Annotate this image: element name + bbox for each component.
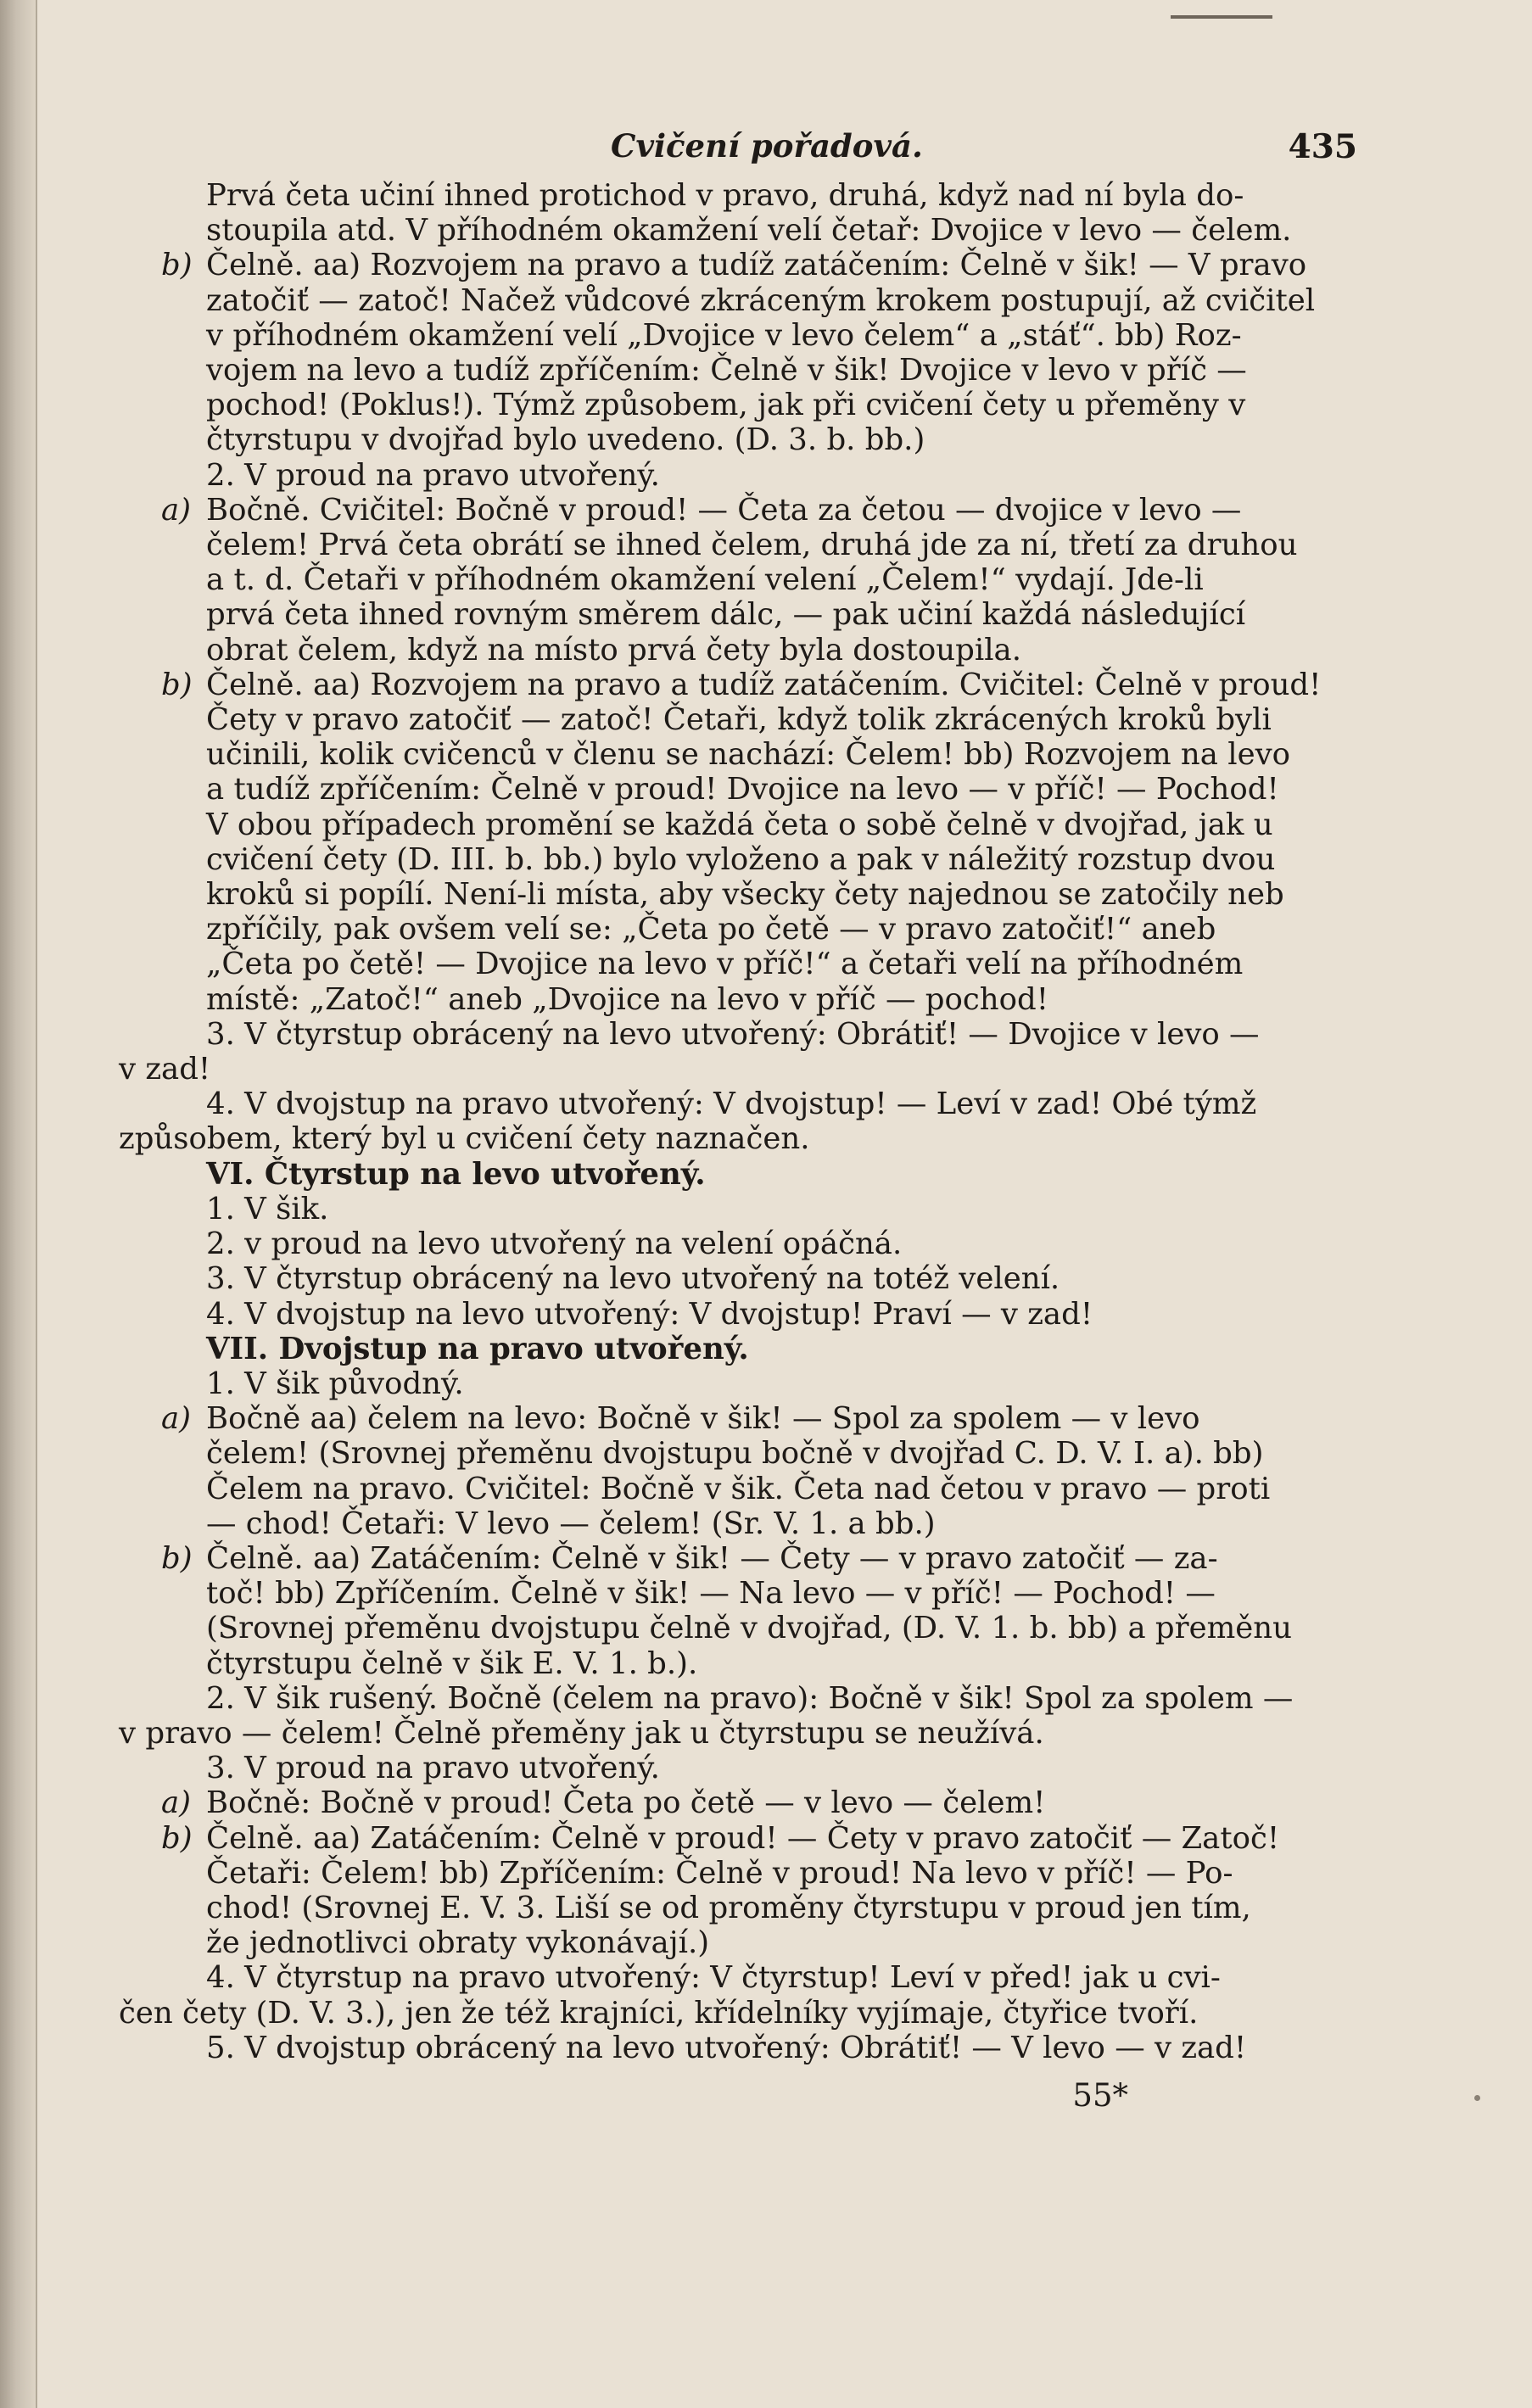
text-line (119, 1611, 1357, 1645)
list-marker: a) (161, 1785, 192, 1821)
text-line (119, 912, 1357, 947)
text-line (119, 877, 1357, 912)
text-line (119, 1052, 1357, 1087)
text-line (119, 1716, 1357, 1751)
line-text: zpříčily, pak ovšem velí se: „Četa po četě — v pravo zatočiť!“ aneb (206, 912, 1216, 947)
text-line (119, 388, 1357, 422)
text-line (119, 213, 1357, 248)
text-line (119, 1192, 1357, 1226)
line-text: a t. d. Četaři v příhodném okamžení velení „Čelem!“ vydají. Jde-li (206, 562, 1204, 598)
line-text: 2. V šik rušený. Bočně (čelem na pravo): Bočně v šik! Spol za spolem — (206, 1680, 1294, 1716)
line-text: Čelně. aa) Rozvojem na pravo a tudíž zatáčením. Cvičitel: Čelně v proud! (206, 667, 1322, 702)
line-text: 4. V dvojstup na levo utvořený: V dvojstup! Praví — v zad! (206, 1296, 1093, 1332)
line-text: Bočně: Bočně v proud! Četa po četě — v levo — čelem! (206, 1785, 1046, 1821)
line-text: učinili, kolik cvičenců v členu se nachází: Čelem! bb) Rozvojem na levo (206, 737, 1291, 773)
text-line (119, 1436, 1357, 1471)
line-text: cvičení čety (D. III. b. bb.) bylo vyloženo a pak v náležitý rozstup dvou (206, 841, 1276, 877)
line-text: 5. V dvojstup obrácený na levo utvořený: Obrátiť! — V levo — v zad! (206, 2030, 1247, 2065)
text-line (119, 1121, 1357, 1156)
line-text: Prvá četa učiní ihned protichod v pravo, druhá, když nad ní byla do- (206, 178, 1244, 213)
line-text: čelem! Prvá četa obrátí se ihned čelem, druhá jde za ní, třetí za druhou (206, 528, 1298, 563)
line-text: „Četa po četě! — Dvojice na levo v příč!“ a četaři velí na příhodném (206, 947, 1244, 982)
line-text: Čety v pravo zatočiť — zatoč! Četaři, když tolik zkrácených kroků byli (206, 702, 1272, 738)
line-text: V obou případech promění se každá četa o sobě čelně v dvojřad, jak u (206, 807, 1273, 842)
text-line (119, 702, 1357, 737)
line-text: místě: „Zatoč!“ aneb „Dvojice na levo v příč — pochod! (206, 981, 1048, 1017)
text-line (119, 1472, 1357, 1506)
line-text: 1. V šik původný. (206, 1366, 464, 1401)
text-line (119, 737, 1357, 772)
line-text: Bočně. Cvičitel: Bočně v proud! — Četa za četou — dvojice v levo — (206, 492, 1242, 528)
book-page (119, 110, 1357, 2116)
line-text: v příhodném okamžení velí „Dvojice v levo čelem“ a „stáť“. bb) Roz- (206, 317, 1242, 353)
page-header (119, 110, 1357, 178)
line-text: stoupila atd. V příhodném okamžení velí četař: Dvojice v levo — čelem. (206, 213, 1292, 249)
line-text: Bočně aa) čelem na levo: Bočně v šik! — Spol za spolem — v levo (206, 1401, 1200, 1437)
text-line (119, 633, 1357, 668)
text-line (119, 1891, 1357, 1925)
line-text: VI. Čtyrstup na levo utvořený. (206, 1156, 706, 1192)
line-text: zatočiť — zatoč! Načež vůdcové zkráceným krokem postupují, až cvičitel (206, 282, 1316, 318)
text-line (119, 1646, 1357, 1681)
line-text: Čelně. aa) Zatáčením: Čelně v proud! — Čety v pravo zatočiť — Zatoč! (206, 1820, 1280, 1856)
line-text: v zad! (119, 1052, 211, 1087)
text-line (119, 1821, 1357, 1856)
line-text: Četaři: Čelem! bb) Zpříčením: Čelně v proud! Na levo v příč! — Po- (206, 1855, 1233, 1891)
text-line (119, 1785, 1357, 1820)
list-marker: b) (161, 1540, 193, 1576)
text-line (119, 562, 1357, 597)
text-line (119, 1996, 1357, 2031)
text-line (119, 353, 1357, 388)
line-text: a tudíž zpříčením: Čelně v proud! Dvojice na levo — v příč! — Pochod! (206, 772, 1279, 807)
list-marker: b) (161, 667, 193, 702)
line-text: 2. v proud na levo utvořený na velení opáčná. (206, 1226, 903, 1262)
text-line (119, 178, 1357, 213)
gutter-line (36, 0, 37, 2408)
text-line (119, 1087, 1357, 1121)
text-line (119, 1366, 1357, 1401)
text-line (119, 807, 1357, 842)
text-line (119, 1960, 1357, 1995)
line-text: toč! bb) Zpříčením. Čelně v šik! — Na levo — v příč! — Pochod! — (206, 1576, 1216, 1612)
text-line (119, 947, 1357, 981)
line-text: — chod! Četaři: V levo — čelem! (Sr. V. 1. a bb.) (206, 1506, 936, 1541)
line-text: 3. V proud na pravo utvořený. (206, 1751, 660, 1786)
line-text: v pravo — čelem! Čelně přeměny jak u čtyrstupu se neužívá. (119, 1715, 1044, 1751)
line-text: způsobem, který byl u cvičení čety naznačen. (119, 1121, 810, 1157)
line-text: 2. V proud na pravo utvořený. (206, 457, 660, 493)
line-text: že jednotlivci obraty vykonávají.) (206, 1925, 710, 1961)
text-line (119, 1226, 1357, 1261)
text-line (119, 2031, 1357, 2065)
text-line (119, 1506, 1357, 1541)
line-text: Čelně. aa) Zatáčením: Čelně v šik! — Čety — v pravo zatočiť — za- (206, 1540, 1218, 1576)
section-heading (119, 1157, 1357, 1192)
top-edge-mark (1171, 15, 1272, 19)
text-line (119, 1856, 1357, 1891)
text-line (119, 1751, 1357, 1785)
line-text: čtyrstupu čelně v šik E. V. 1. b.). (206, 1645, 698, 1681)
signature-mark: 55* (1072, 2076, 1128, 2114)
text-line (119, 318, 1357, 353)
page-footer (119, 2074, 1357, 2116)
text-line (119, 283, 1357, 318)
line-text: čen čety (D. V. 3.), jen že též krajníci, křídelníky vyjímaje, čtyřice tvoří. (119, 1995, 1199, 2031)
text-line (119, 1017, 1357, 1052)
line-text: 3. V čtyrstup obrácený na levo utvořený: Obrátiť! — Dvojice v levo — (206, 1016, 1260, 1052)
line-text: chod! (Srovnej E. V. 3. Liší se od proměny čtyrstupu v proud jen tím, (206, 1890, 1251, 1925)
line-text: 4. V čtyrstup na pravo utvořený: V čtyrstup! Leví v před! jak u cvi- (206, 1960, 1221, 1996)
running-title: Cvičení pořadová. (611, 127, 923, 165)
text-line (119, 528, 1357, 562)
text-line (119, 1261, 1357, 1296)
body-text (119, 178, 1357, 2065)
list-marker: b) (161, 1820, 193, 1856)
list-marker: a) (161, 492, 192, 528)
line-text: Čelně. aa) Rozvojem na pravo a tudíž zatáčením: Čelně v šik! — V pravo (206, 248, 1307, 283)
book-spine-shadow (0, 0, 36, 2408)
list-marker: a) (161, 1401, 192, 1437)
speck (1474, 2095, 1480, 2101)
line-text: 3. V čtyrstup obrácený na levo utvořený na totéž velení. (206, 1261, 1060, 1297)
text-line (119, 842, 1357, 877)
line-text: kroků si popílí. Není-li místa, aby všecky čety najednou se zatočily neb (206, 877, 1284, 913)
text-line (119, 772, 1357, 807)
text-line (119, 1925, 1357, 1960)
list-marker: b) (161, 248, 193, 283)
text-line (119, 982, 1357, 1017)
text-line (119, 458, 1357, 493)
page-number: 435 (1288, 127, 1357, 166)
line-text: VII. Dvojstup na pravo utvořený. (206, 1331, 749, 1366)
line-text: vojem na levo a tudíž zpříčením: Čelně v šik! Dvojice v levo v příč — (206, 353, 1247, 388)
text-line (119, 493, 1357, 528)
line-text: čelem! (Srovnej přeměnu dvojstupu bočně v dvojřad C. D. V. I. a). bb) (206, 1436, 1264, 1472)
line-text: obrat čelem, když na místo prvá čety byla dostoupila. (206, 632, 1021, 668)
text-line (119, 248, 1357, 282)
line-text: 1. V šik. (206, 1191, 329, 1226)
line-text: čtyrstupu v dvojřad bylo uvedeno. (D. 3. b. bb.) (206, 422, 925, 458)
section-heading (119, 1332, 1357, 1366)
line-text: prvá četa ihned rovným směrem dálc, — pak učiní každá následující (206, 597, 1246, 633)
line-text: (Srovnej přeměnu dvojstupu čelně v dvojřad, (D. V. 1. b. bb) a přeměnu (206, 1611, 1293, 1646)
text-line (119, 1681, 1357, 1716)
text-line (119, 1576, 1357, 1611)
line-text: 4. V dvojstup na pravo utvořený: V dvojstup! — Leví v zad! Obé týmž (206, 1087, 1257, 1122)
text-line (119, 668, 1357, 702)
text-line (119, 1541, 1357, 1576)
text-line (119, 422, 1357, 457)
text-line (119, 597, 1357, 632)
text-line (119, 1297, 1357, 1332)
text-line (119, 1401, 1357, 1436)
line-text: Čelem na pravo. Cvičitel: Bočně v šik. Četa nad četou v pravo — proti (206, 1471, 1271, 1506)
line-text: pochod! (Poklus!). Týmž způsobem, jak při cvičení čety u přeměny v (206, 388, 1246, 423)
